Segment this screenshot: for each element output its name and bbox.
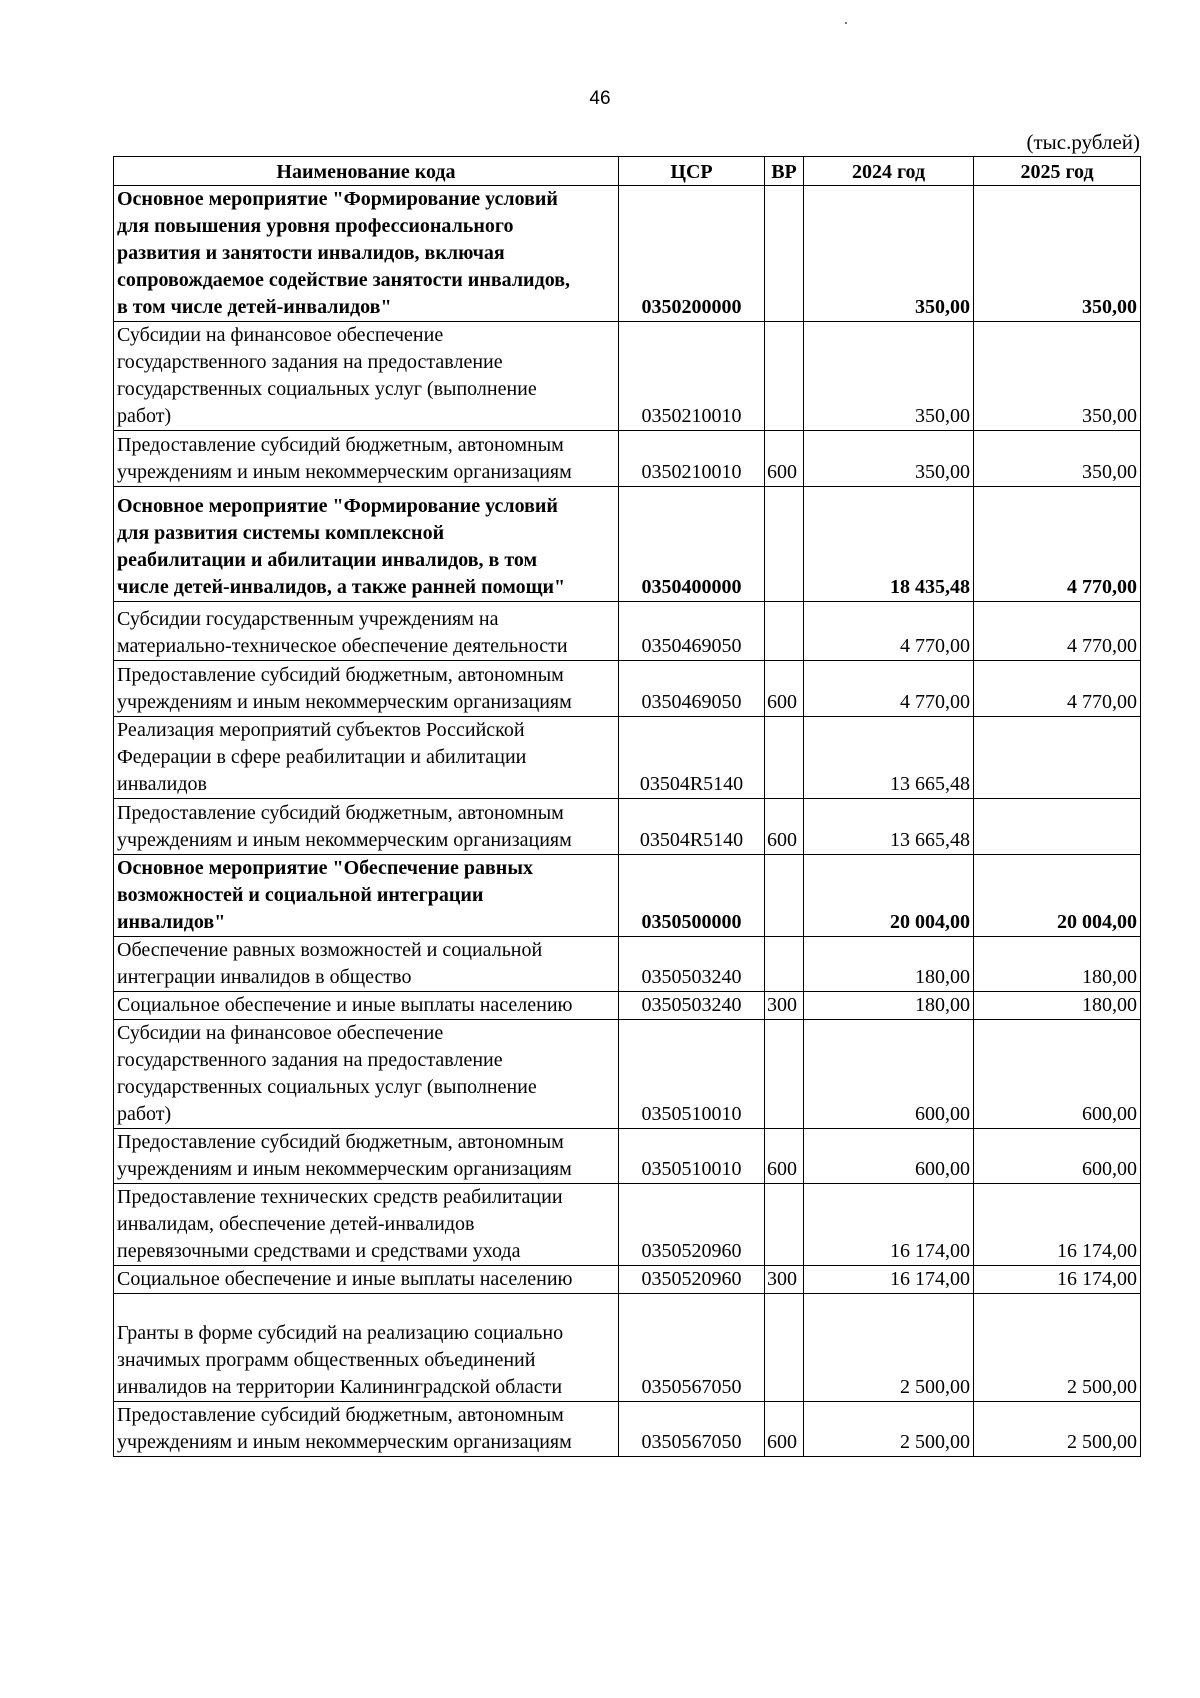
table-header-row: [114, 157, 1141, 186]
cell-vr: [765, 855, 804, 937]
units-note: (тыс.рублей): [1026, 130, 1140, 154]
cell-csr: 03504R5140: [619, 717, 765, 799]
table-row: [114, 937, 1141, 992]
cell-2024: 350,00: [804, 322, 974, 431]
cell-csr: 03504R5140: [619, 799, 765, 855]
cell-2024: 2 500,00: [804, 1402, 974, 1457]
header-name: Наименование кода: [114, 157, 619, 186]
cell-vr: 600: [765, 799, 804, 855]
cell-2025: 180,00: [974, 992, 1141, 1020]
cell-vr: [765, 937, 804, 992]
cell-name: Основное мероприятие "Формирование условий для повышения уровня профессионального развития и занятости инвалидов, включая сопровождаемое содействие занятости инвалидов, в том числе детей-инвалидов": [114, 186, 619, 322]
cell-2025: [974, 799, 1141, 855]
cell-csr: 0350400000: [619, 487, 765, 602]
cell-2025: 16 174,00: [974, 1266, 1141, 1294]
cell-name: Социальное обеспечение и иные выплаты населению: [114, 992, 619, 1020]
cell-2025: 2 500,00: [974, 1294, 1141, 1402]
cell-vr: [765, 717, 804, 799]
cell-2024: 180,00: [804, 937, 974, 992]
cell-2025: 350,00: [974, 322, 1141, 431]
cell-2025: 4 770,00: [974, 661, 1141, 717]
page-number: 46: [589, 88, 611, 109]
table-body: [114, 186, 1141, 1457]
cell-2024: 16 174,00: [804, 1266, 974, 1294]
cell-csr: 0350520960: [619, 1184, 765, 1266]
cell-2025: 2 500,00: [974, 1402, 1141, 1457]
cell-vr: 300: [765, 992, 804, 1020]
cell-name: Обеспечение равных возможностей и социальной интеграции инвалидов в общество: [114, 937, 619, 992]
cell-vr: [765, 1020, 804, 1129]
table-row: [114, 992, 1141, 1020]
cell-2024: 13 665,48: [804, 717, 974, 799]
cell-2025: 600,00: [974, 1020, 1141, 1129]
cell-2024: 350,00: [804, 431, 974, 487]
table-row: [114, 1266, 1141, 1294]
cell-2024: 13 665,48: [804, 799, 974, 855]
cell-2025: 16 174,00: [974, 1184, 1141, 1266]
cell-name: Предоставление субсидий бюджетным, автономным учреждениям и иным некоммерческим организациям: [114, 1402, 619, 1457]
cell-vr: 600: [765, 1129, 804, 1184]
cell-name: Субсидии на финансовое обеспечение государственного задания на предоставление государственных социальных услуг (выполнение работ): [114, 322, 619, 431]
cell-2025: 4 770,00: [974, 602, 1141, 661]
table-row-main-activity: [114, 487, 1141, 602]
cell-csr: 0350567050: [619, 1294, 765, 1402]
cell-csr: 0350469050: [619, 661, 765, 717]
cell-name: Предоставление технических средств реабилитации инвалидам, обеспечение детей-инвалидов перевязочными средствами и средствами ухода: [114, 1184, 619, 1266]
cell-2025: [974, 717, 1141, 799]
cell-vr: 600: [765, 1402, 804, 1457]
table-row-main-activity: [114, 855, 1141, 937]
budget-table: [113, 156, 1141, 1457]
cell-2024: 600,00: [804, 1129, 974, 1184]
table-row: [114, 1402, 1141, 1457]
cell-name: Предоставление субсидий бюджетным, автономным учреждениям и иным некоммерческим организациям: [114, 1129, 619, 1184]
cell-name: Предоставление субсидий бюджетным, автономным учреждениям и иным некоммерческим организациям: [114, 799, 619, 855]
cell-csr: 0350210010: [619, 322, 765, 431]
table-row: [114, 1294, 1141, 1402]
cell-vr: 600: [765, 431, 804, 487]
cell-csr: 0350510010: [619, 1129, 765, 1184]
cell-2024: 600,00: [804, 1020, 974, 1129]
cell-vr: 600: [765, 661, 804, 717]
table-row: [114, 799, 1141, 855]
cell-2025: 20 004,00: [974, 855, 1141, 937]
cell-name: Субсидии государственным учреждениям на материально-техническое обеспечение деятельности: [114, 602, 619, 661]
table-row: [114, 1184, 1141, 1266]
cell-2025: 350,00: [974, 186, 1141, 322]
cell-name: Основное мероприятие "Обеспечение равных возможностей и социальной интеграции инвалидов": [114, 855, 619, 937]
header-vr: ВР: [765, 157, 804, 186]
header-csr: ЦСР: [619, 157, 765, 186]
cell-csr: 0350520960: [619, 1266, 765, 1294]
table-row: [114, 322, 1141, 431]
cell-vr: [765, 602, 804, 661]
cell-vr: [765, 487, 804, 602]
cell-2025: 350,00: [974, 431, 1141, 487]
cell-2024: 350,00: [804, 186, 974, 322]
cell-name: Социальное обеспечение и иные выплаты населению: [114, 1266, 619, 1294]
cell-2024: 20 004,00: [804, 855, 974, 937]
table-row: [114, 1129, 1141, 1184]
table-row: [114, 431, 1141, 487]
cell-csr: 0350500000: [619, 855, 765, 937]
cell-csr: 0350503240: [619, 992, 765, 1020]
cell-name: Субсидии на финансовое обеспечение государственного задания на предоставление государственных социальных услуг (выполнение работ): [114, 1020, 619, 1129]
table-row: [114, 602, 1141, 661]
cell-csr: 0350200000: [619, 186, 765, 322]
cell-name: Гранты в форме субсидий на реализацию социально значимых программ общественных объединений инвалидов на территории Калининградской области: [114, 1294, 619, 1402]
cell-2024: 18 435,48: [804, 487, 974, 602]
cell-2024: 180,00: [804, 992, 974, 1020]
cell-csr: 0350469050: [619, 602, 765, 661]
table-row: [114, 661, 1141, 717]
cell-2024: 2 500,00: [804, 1294, 974, 1402]
table-row-main-activity: [114, 186, 1141, 322]
header-2024: 2024 год: [804, 157, 974, 186]
cell-2024: 4 770,00: [804, 602, 974, 661]
cell-2025: 4 770,00: [974, 487, 1141, 602]
cell-csr: 0350210010: [619, 431, 765, 487]
cell-vr: [765, 322, 804, 431]
scan-artifact-dot: [845, 22, 847, 24]
table-row: [114, 1020, 1141, 1129]
cell-name: Основное мероприятие "Формирование условий для развития системы комплексной реабилитации и абилитации инвалидов, в том числе детей-инвалидов, а также ранней помощи": [114, 487, 619, 602]
cell-csr: 0350503240: [619, 937, 765, 992]
table-row: [114, 717, 1141, 799]
cell-2025: 180,00: [974, 937, 1141, 992]
cell-vr: 300: [765, 1266, 804, 1294]
cell-csr: 0350510010: [619, 1020, 765, 1129]
cell-name: Реализация мероприятий субъектов Российской Федерации в сфере реабилитации и абилитации инвалидов: [114, 717, 619, 799]
cell-vr: [765, 1294, 804, 1402]
cell-csr: 0350567050: [619, 1402, 765, 1457]
cell-vr: [765, 1184, 804, 1266]
cell-name: Предоставление субсидий бюджетным, автономным учреждениям и иным некоммерческим организациям: [114, 431, 619, 487]
cell-2024: 4 770,00: [804, 661, 974, 717]
header-2025: 2025 год: [974, 157, 1141, 186]
cell-2024: 16 174,00: [804, 1184, 974, 1266]
cell-vr: [765, 186, 804, 322]
cell-2025: 600,00: [974, 1129, 1141, 1184]
cell-name: Предоставление субсидий бюджетным, автономным учреждениям и иным некоммерческим организациям: [114, 661, 619, 717]
